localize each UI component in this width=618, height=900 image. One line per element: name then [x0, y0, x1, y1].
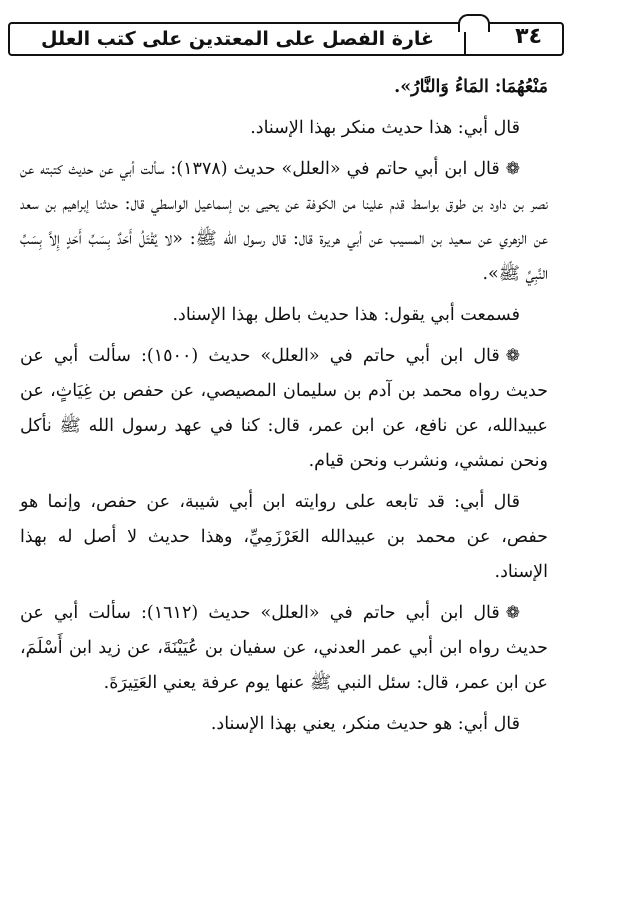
paragraph-3-text: قال ابن أبي حاتم في «العلل» حديث (١٣٧٨): سألت أبي عن حديث كتبته عن نصر بن داود بن طوق بواسط قدم علينا من الكوفة عن يحيى بن إسماعيل الواسطي قال: حدثنا إبراهيم بن سعد عن الزهري عن سعيد بن المسيب عن أبي هريرة قال: قال رسول الله ﷺ: «لا يُقْتَلُ أَحَدٌ بِسَبِّ أَحَدٍ إِلاَّ بِسَبِّ النَّبِيِّ ﷺ».	[20, 159, 548, 284]
paragraph-1: مَنْعُهُمَا: المَاءُ وَالنَّارُ».	[394, 77, 548, 97]
book-title: غارة الفصل على المعتدين على كتب العلل	[41, 28, 434, 50]
paragraph-6: قال أبي: قد تابعه على روايته ابن أبي شيبة، عن حفص، وإنما هو حفص، عن محمد بن عبيدالله العَرْزَمِيِّ، وهذا حديث لا أصل له بهذا الإسناد.	[20, 492, 548, 582]
paragraph-7-text: قال ابن أبي حاتم في «العلل» حديث (١٦١٢): سألت أبي عن حديث رواه ابن أبي عمر العدني، عن سفيان بن عُيَيْنَةَ، عن زيد ابن أَسْلَمَ، عن ابن عمر، قال: سئل النبي ﷺ عنها يوم عرفة يعني العَتِيرَةَ.	[20, 603, 548, 693]
flower-bullet-icon: ❁	[505, 159, 520, 179]
paragraph-5-text: قال ابن أبي حاتم في «العلل» حديث (١٥٠٠): سألت أبي عن حديث رواه محمد بن آدم بن سليمان المصيصي، عن حفص بن غِيَاثٍ، عن عبيدالله، عن نافع، عن ابن عمر، قال: كنا في عهد رسول الله ﷺ نأكل ونحن نمشي، ونشرب ونحن قيام.	[20, 346, 548, 471]
paragraph-4: فسمعت أبي يقول: هذا حديث باطل بهذا الإسناد.	[172, 305, 520, 325]
page-header	[8, 22, 564, 56]
paragraph-5	[20, 339, 548, 479]
page-body	[20, 70, 548, 742]
paragraph-8: قال أبي: هو حديث منكر، يعني بهذا الإسناد.	[210, 714, 520, 734]
flower-bullet-icon: ❁	[505, 346, 520, 366]
page-number: ٣٤	[515, 24, 542, 49]
flower-bullet-icon: ❁	[505, 603, 520, 623]
paragraph-7	[20, 596, 548, 701]
page-number-box	[464, 22, 564, 56]
header-tab-decoration	[458, 14, 490, 32]
paragraph-3	[20, 152, 548, 292]
paragraph-2: قال أبي: هذا حديث منكر بهذا الإسناد.	[250, 118, 520, 138]
